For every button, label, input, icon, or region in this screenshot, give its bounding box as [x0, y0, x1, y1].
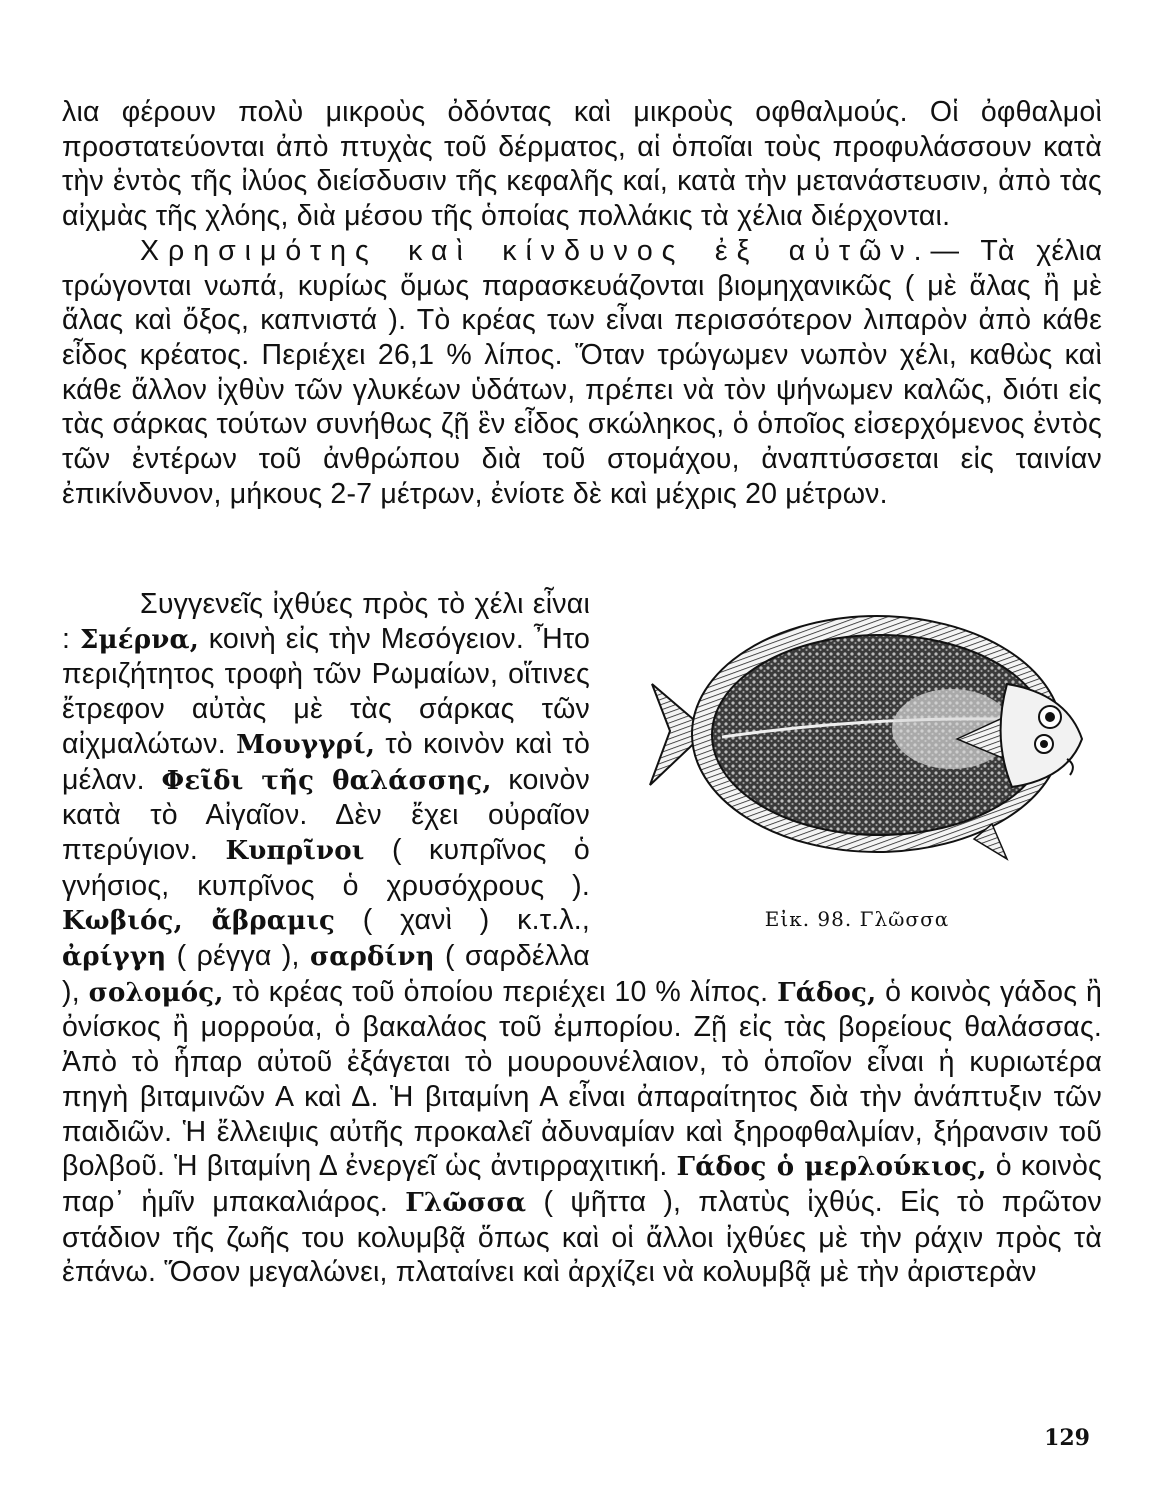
term-kovios: Κωβιός, ἄβραμις: [62, 906, 336, 937]
term-merloukios: Γάδος ὁ μερλούκιος,: [676, 1152, 987, 1183]
text-run: ( κυπρῖνος ὁ γνήσιος, κυπρῖνος ὁ χρυσόχρους ).: [62, 833, 590, 902]
term-sardini: σαρδίνη: [309, 942, 435, 973]
top-text: [62, 95, 1102, 511]
term-mouggri: Μουγγρί,: [236, 729, 376, 760]
term-kyprinoi: Κυπρῖνοι: [225, 835, 365, 866]
flatfish-illustration-icon: [612, 589, 1102, 907]
figure-glossa: [612, 589, 1102, 954]
section-heading-usefulness: Χρησιμότης καὶ κίνδυνος ἐξ αὐτῶν.: [140, 234, 931, 267]
term-solomos: σολομός,: [88, 977, 224, 1008]
term-feidi: Φεῖδι τῆς θαλάσσης,: [161, 765, 492, 796]
term-glossa: Γλῶσσα: [405, 1187, 527, 1218]
paragraph-usefulness-text: — Τὰ χέλια τρώγονται νωπά, κυρίως ὅμως παρασκευάζονται βιομηχανικῶς ( μὲ ἅλας ἢ μὲ ἅλας καὶ ὄξος, καπνιστά ). Τὸ κρέας των εἶναι περισσότερον λιπαρὸν ἀπὸ κάθε εἶδος κρέατος. Περιέχει 26,1 % λίπος. Ὅταν τρώγωμεν νωπὸν χέλι, καθὼς καὶ κάθε ἄλλον ἰχθὺν τῶν γλυκέων ὑδάτων, πρέπει νὰ τὸν ψήνωμεν καλῶς, διότι εἰς τὰς σάρκας τούτων συνήθως ζῇ ἓν εἶδος σκώληκος, ὁ ὁποῖος εἰσερχόμενος ἐντὸς τῶν ἐντέρων τοῦ ἀνθρώπου διὰ τοῦ στομάχου, ἀναπτύσσεται εἰς ταινίαν ἐπικίνδυνον, μήκους 2-7 μέτρων, ἐνίοτε δὲ καὶ μέχρις 20 μέτρων.: [62, 234, 1102, 510]
text-run: κοινὴ εἰς τὴν Μεσόγειον. Ἦτο περιζήτητος τροφὴ τῶν Ρωμαίων, οἵτινες ἔτρεφον αὐτὰς μὲ τὰς σάρκας τῶν αἰχμαλώτων.: [62, 622, 591, 760]
term-smerna: Σμέρνα,: [79, 624, 199, 655]
paragraph-usefulness: [62, 234, 1102, 512]
text-run: ( ψῆττα ), πλατὺς ἰχθύς. Εἰς τὸ πρῶτον στάδιον τῆς ζωῆς του κολυμβᾷ ὅπως καὶ οἱ ἄλλοι ἰχθύες μὲ τὴν ράχιν πρὸς τὰ ἐπάνω. Ὅσον μεγαλώνει, πλαταίνει καὶ ἀρχίζει νὰ κολυμβᾷ μὲ τὴν ἀριστερὰν: [62, 1185, 1102, 1289]
paragraph-eel-eyes: λια φέρουν πολὺ μικροὺς ὀδόντας καὶ μικροὺς οφθαλμούς. Οἱ ὀφθαλμοὶ προστατεύονται ἀπὸ πτυχὰς τοῦ δέρματος, αἱ ὁποῖαι τοὺς προφυλάσσουν κατὰ τὴν ἐντὸς τῆς ἰλύος διείσδυσιν τῆς κεφαλῆς καί, κατὰ τὴν μετανάστευσιν, ἀπὸ τὰς αἰχμὰς τῆς χλόης, διὰ μέσου τῆς ὁποίας πολλάκις τὰ χέλια διέρχονται.: [62, 96, 1102, 233]
term-arigi: ἀρίγγη: [62, 942, 167, 973]
text-run: ( σαρδέλλα ),: [62, 940, 590, 1008]
text-run: κοινὸν κατὰ τὸ Αἰγαῖον. Δὲν ἔχει οὐραῖον πτερύγιον.: [62, 763, 590, 866]
text-run: τὸ κρέας τοῦ ὁποίου περιέχει 10 % λίπος.: [232, 975, 769, 1008]
figure-caption: Εἰκ. 98. Γλῶσσα: [764, 907, 950, 931]
text-run: ὁ κοινὸς γάδος ἢ ὀνίσκος ἢ μορρούα, ὁ βακαλάος τοῦ ἐμπορίου. Ζῇ εἰς τὰς βορείους θαλάσσας. Ἀπὸ τὸ ἧπαρ αὐτοῦ ἐξάγεται τὸ μουρουνέλαιον, τὸ ὁποῖον εἶναι ἡ κυριωτέρα πηγὴ βιταμινῶν Α καὶ Δ. Ἡ βιταμίνη Α εἶναι ἀπαραίτητος διὰ τὴν ἀνάπτυξιν τῶν παιδιῶν. Ἡ ἔλλειψις αὐτῆς προκαλεῖ ἀδυναμίαν καὶ ξηροφθαλμίαν, ξήρανσιν τοῦ βολβοῦ. Ἡ βιταμίνη Δ ἐνεργεῖ ὡς ἀντιρραχιτική.: [62, 975, 1103, 1183]
page-number: 129: [1044, 1425, 1090, 1451]
term-gados: Γάδος,: [777, 977, 877, 1008]
text-run: τὸ κοινὸν καὶ τὸ μέλαν.: [62, 727, 591, 796]
related-fish-section: [62, 587, 1102, 1290]
text-run: ( ρέγγα ),: [176, 940, 300, 973]
text-run: ὁ κοινὸς παρ᾽ ἡμῖν μπακαλιάρος.: [62, 1150, 1102, 1218]
text-run: Συγγενεῖς ἰχθύες πρὸς τὸ χέλι εἶναι :: [62, 588, 590, 655]
text-run: ( χανὶ ) κ.τ.λ.,: [362, 904, 590, 937]
